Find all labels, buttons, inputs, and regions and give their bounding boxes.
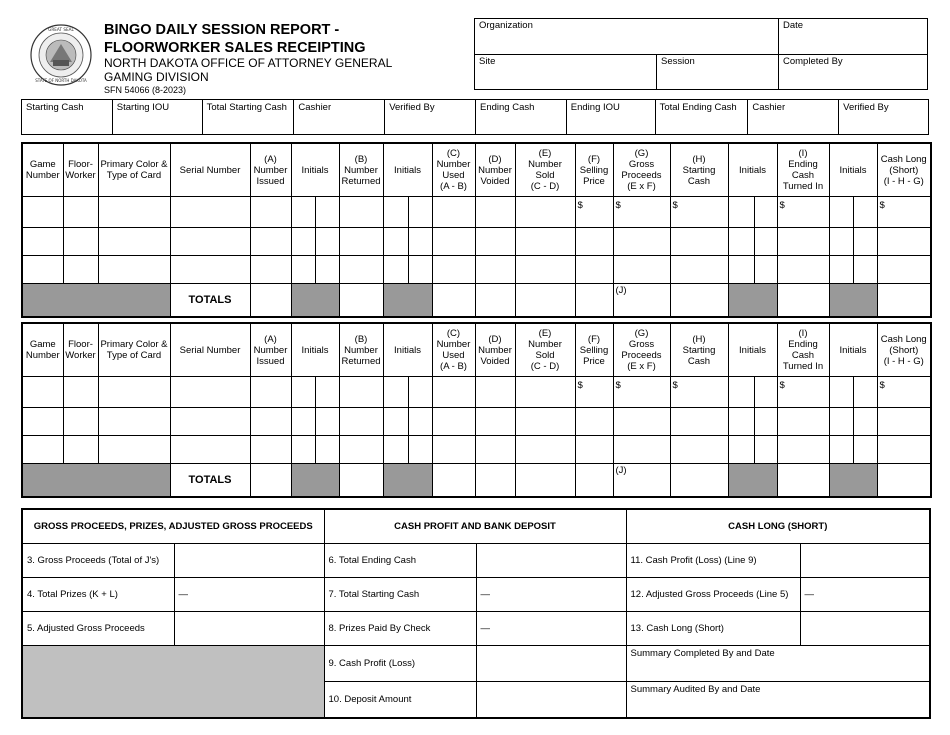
shaded-cell xyxy=(728,284,777,318)
initials-cell[interactable] xyxy=(754,436,777,464)
table-row xyxy=(22,436,931,464)
seal-bottom-text: STATE OF NORTH DAKOTA xyxy=(35,78,87,83)
ending-cash-cell[interactable] xyxy=(777,228,829,256)
initials-cell[interactable] xyxy=(853,228,877,256)
selling-price-cell[interactable] xyxy=(575,436,613,464)
total-sold-cell[interactable] xyxy=(515,464,575,498)
number-voided-cell[interactable] xyxy=(475,228,515,256)
total-price-cell[interactable] xyxy=(575,284,613,318)
game-number-cell[interactable] xyxy=(22,377,63,408)
initials-cell[interactable] xyxy=(853,436,877,464)
number-sold-cell[interactable] xyxy=(515,408,575,436)
form-number: SFN 54066 (8-2023) xyxy=(104,85,187,95)
total-prizes-input[interactable]: — xyxy=(174,578,324,612)
totals-label: TOTALS xyxy=(170,284,250,318)
initials-cell[interactable] xyxy=(315,436,339,464)
initials-cell[interactable] xyxy=(829,197,853,228)
initials-cell[interactable] xyxy=(728,436,754,464)
total-issued-cell[interactable] xyxy=(250,284,291,318)
ending-cash-cell[interactable]: $ xyxy=(777,197,829,228)
ending-cash-cell[interactable] xyxy=(777,256,829,284)
total-returned-cell[interactable] xyxy=(339,284,383,318)
game-number-cell[interactable] xyxy=(22,256,63,284)
initials-cell[interactable] xyxy=(383,408,408,436)
starting-cash-cell[interactable]: $ xyxy=(670,377,728,408)
cashier-field[interactable]: Cashier xyxy=(294,100,385,134)
number-issued-cell[interactable] xyxy=(250,228,291,256)
date-field[interactable]: Date xyxy=(783,20,804,31)
number-returned-cell[interactable] xyxy=(339,256,383,284)
shaded-cell xyxy=(22,464,170,498)
cash-long-short-header: Cash Long (Short) (I - H - G) xyxy=(877,143,931,197)
floorworker-cell[interactable] xyxy=(63,377,98,408)
cash-long-short-cell[interactable] xyxy=(877,228,931,256)
total-ending-cash-cell[interactable] xyxy=(777,464,829,498)
adjusted-gross-line5-input[interactable]: — xyxy=(800,578,930,612)
shaded-cell xyxy=(728,464,777,498)
initials-cell[interactable] xyxy=(383,256,408,284)
number-used-cell[interactable] xyxy=(432,436,475,464)
cash-profit-section-header: CASH PROFIT AND BANK DEPOSIT xyxy=(324,509,626,544)
number-sold-cell[interactable] xyxy=(515,197,575,228)
total-voided-cell[interactable] xyxy=(475,464,515,498)
serial-number-header: Serial Number xyxy=(170,143,250,197)
color-type-header: Primary Color & Type of Card xyxy=(98,143,170,197)
shaded-cell xyxy=(22,284,170,318)
number-issued-header: (A) Number Issued xyxy=(250,143,291,197)
initials-cell[interactable] xyxy=(383,228,408,256)
initials-header: Initials xyxy=(291,323,339,377)
game-number-cell[interactable] xyxy=(22,408,63,436)
total-ending-cash-cell[interactable] xyxy=(777,284,829,318)
ending-cash-header: (I) Ending Cash Turned In xyxy=(777,143,829,197)
serial-number-header: Serial Number xyxy=(170,323,250,377)
initials-cell[interactable] xyxy=(754,377,777,408)
initials-cell[interactable] xyxy=(728,197,754,228)
gross-proceeds-section-header: GROSS PROCEEDS, PRIZES, ADJUSTED GROSS PROCEEDS xyxy=(22,509,324,544)
floorworker-header: Floor- Worker xyxy=(63,143,98,197)
initials-cell[interactable] xyxy=(383,197,408,228)
shaded-cell xyxy=(829,464,877,498)
number-issued-cell[interactable] xyxy=(250,256,291,284)
starting-iou-field[interactable]: Starting IOU xyxy=(113,100,203,134)
number-used-header: (C) Number Used (A - B) xyxy=(432,143,475,197)
cash-profit-loss-input[interactable] xyxy=(476,646,626,682)
number-used-header: (C) Number Used (A - B) xyxy=(432,323,475,377)
initials-cell[interactable] xyxy=(291,436,315,464)
initials-cell[interactable] xyxy=(754,197,777,228)
divider xyxy=(475,54,927,55)
number-returned-cell[interactable] xyxy=(339,228,383,256)
state-seal-icon xyxy=(30,24,92,86)
initials-cell[interactable] xyxy=(291,228,315,256)
number-returned-cell[interactable] xyxy=(339,377,383,408)
initials-cell[interactable] xyxy=(291,256,315,284)
starting-cash-cell[interactable] xyxy=(670,228,728,256)
initials-cell[interactable] xyxy=(408,436,432,464)
initials-cell[interactable] xyxy=(829,408,853,436)
cash-profit-loss-label: 9. Cash Profit (Loss) xyxy=(324,646,476,682)
starting-cash-header: (H) Starting Cash xyxy=(670,143,728,197)
color-type-cell[interactable] xyxy=(98,377,170,408)
initials-cell[interactable] xyxy=(829,377,853,408)
prizes-paid-check-label: 8. Prizes Paid By Check xyxy=(324,612,476,646)
initials-cell[interactable] xyxy=(383,377,408,408)
shaded-cell xyxy=(291,284,339,318)
sales-table-2 xyxy=(21,322,932,498)
session-field[interactable]: Session xyxy=(661,56,695,67)
total-used-cell[interactable] xyxy=(432,464,475,498)
total-issued-cell[interactable] xyxy=(250,464,291,498)
initials-cell[interactable] xyxy=(408,408,432,436)
gross-proceeds-header: (G) Gross Proceeds (E x F) xyxy=(613,323,670,377)
initials-header: Initials xyxy=(383,323,432,377)
number-voided-header: (D) Number Voided xyxy=(475,143,515,197)
number-sold-header: (E) Number Sold (C - D) xyxy=(515,323,575,377)
starting-cash-header: (H) Starting Cash xyxy=(670,323,728,377)
cash-long-short-header: Cash Long (Short) (I - H - G) xyxy=(877,323,931,377)
shaded-cell xyxy=(383,464,432,498)
number-voided-cell[interactable] xyxy=(475,197,515,228)
ending-cash-cell[interactable]: $ xyxy=(777,377,829,408)
gross-proceeds-cell[interactable] xyxy=(613,408,670,436)
initials-cell[interactable] xyxy=(754,408,777,436)
number-returned-header: (B) Number Returned xyxy=(339,323,383,377)
selling-price-cell[interactable]: $ xyxy=(575,197,613,228)
seal-top-text: GREAT SEAL xyxy=(48,27,74,32)
number-returned-cell[interactable] xyxy=(339,408,383,436)
total-ending-cash-field[interactable]: Total Ending Cash xyxy=(656,100,749,134)
cash-long-short-cell[interactable] xyxy=(877,436,931,464)
table-row xyxy=(22,377,931,408)
number-sold-cell[interactable] xyxy=(515,377,575,408)
game-number-cell[interactable] xyxy=(22,197,63,228)
summary-table xyxy=(21,508,931,719)
cash-long-short-cell[interactable]: $ xyxy=(877,197,931,228)
ending-cash-field[interactable]: Ending Cash xyxy=(476,100,567,134)
verified-by-field[interactable]: Verified By xyxy=(385,100,476,134)
initials-cell[interactable] xyxy=(829,436,853,464)
ending-cash-cell[interactable] xyxy=(777,436,829,464)
floorworker-cell[interactable] xyxy=(63,408,98,436)
initials-cell[interactable] xyxy=(315,197,339,228)
ending-cash-cell[interactable] xyxy=(777,408,829,436)
total-cash-long-short-cell[interactable] xyxy=(877,284,931,318)
table-row xyxy=(22,256,931,284)
selling-price-header: (F) Selling Price xyxy=(575,143,613,197)
color-type-header: Primary Color & Type of Card xyxy=(98,323,170,377)
table-row xyxy=(22,197,931,228)
initials-cell[interactable] xyxy=(853,377,877,408)
totals-row xyxy=(22,284,931,318)
initials-cell[interactable] xyxy=(754,228,777,256)
serial-number-cell[interactable] xyxy=(170,436,250,464)
number-returned-header: (B) Number Returned xyxy=(339,143,383,197)
verified-by-field-2[interactable]: Verified By xyxy=(843,102,889,113)
initials-cell[interactable] xyxy=(315,228,339,256)
total-used-cell[interactable] xyxy=(432,284,475,318)
starting-cash-field[interactable]: Starting Cash xyxy=(22,100,113,134)
serial-number-cell[interactable] xyxy=(170,197,250,228)
initials-cell[interactable] xyxy=(291,408,315,436)
cash-long-short-input[interactable] xyxy=(800,612,930,646)
totals-row xyxy=(22,464,931,498)
color-type-cell[interactable] xyxy=(98,197,170,228)
adjusted-gross-line5-label: 12. Adjusted Gross Proceeds (Line 5) xyxy=(626,578,800,612)
initials-header: Initials xyxy=(383,143,432,197)
total-ending-cash-input[interactable] xyxy=(476,544,626,578)
initials-cell[interactable] xyxy=(383,436,408,464)
gross-proceeds-label: 3. Gross Proceeds (Total of J's) xyxy=(22,544,174,578)
cash-long-short-label: 13. Cash Long (Short) xyxy=(626,612,800,646)
initials-header: Initials xyxy=(728,143,777,197)
organization-field[interactable]: Organization xyxy=(479,20,533,31)
initials-header: Initials xyxy=(291,143,339,197)
number-used-cell[interactable] xyxy=(432,408,475,436)
agency-name xyxy=(104,56,392,84)
adjusted-gross-input[interactable] xyxy=(174,612,324,646)
starting-ending-cash-row xyxy=(21,99,929,135)
floorworker-cell[interactable] xyxy=(63,436,98,464)
floorworker-header: Floor- Worker xyxy=(63,323,98,377)
site-field[interactable]: Site xyxy=(479,56,496,67)
selling-price-cell[interactable] xyxy=(575,228,613,256)
initials-cell[interactable] xyxy=(853,408,877,436)
ending-iou-field[interactable]: Ending IOU xyxy=(567,100,656,134)
cash-long-short-cell[interactable] xyxy=(877,408,931,436)
initials-cell[interactable] xyxy=(853,197,877,228)
color-type-cell[interactable] xyxy=(98,408,170,436)
title-line-1: BINGO DAILY SESSION REPORT - xyxy=(104,22,340,38)
total-cash-long-short-cell[interactable] xyxy=(877,464,931,498)
floorworker-cell[interactable] xyxy=(63,256,98,284)
number-voided-cell[interactable] xyxy=(475,408,515,436)
game-number-header: Game Number xyxy=(22,143,63,197)
gross-proceeds-cell[interactable] xyxy=(613,436,670,464)
initials-cell[interactable] xyxy=(829,228,853,256)
total-sold-cell[interactable] xyxy=(515,284,575,318)
gross-proceeds-cell[interactable] xyxy=(613,228,670,256)
divider xyxy=(656,54,657,89)
total-starting-cash-input[interactable]: — xyxy=(476,578,626,612)
gross-proceeds-cell[interactable]: $ xyxy=(613,197,670,228)
cash-long-short-cell[interactable]: $ xyxy=(877,377,931,408)
number-voided-cell[interactable] xyxy=(475,256,515,284)
number-sold-cell[interactable] xyxy=(515,256,575,284)
initials-header: Initials xyxy=(829,143,877,197)
floorworker-cell[interactable] xyxy=(63,197,98,228)
initials-cell[interactable] xyxy=(728,256,754,284)
selling-price-cell[interactable]: $ xyxy=(575,377,613,408)
number-issued-cell[interactable] xyxy=(250,408,291,436)
cashier-field-2[interactable]: Cashier xyxy=(748,100,839,134)
color-type-cell[interactable] xyxy=(98,436,170,464)
prizes-paid-check-input[interactable]: — xyxy=(476,612,626,646)
serial-number-cell[interactable] xyxy=(170,377,250,408)
game-number-cell[interactable] xyxy=(22,228,63,256)
serial-number-cell[interactable] xyxy=(170,228,250,256)
total-ending-cash-label: 6. Total Ending Cash xyxy=(324,544,476,578)
totals-label: TOTALS xyxy=(170,464,250,498)
number-returned-cell[interactable] xyxy=(339,197,383,228)
initials-cell[interactable] xyxy=(408,197,432,228)
form-title xyxy=(104,21,366,57)
total-returned-cell[interactable] xyxy=(339,464,383,498)
selling-price-header: (F) Selling Price xyxy=(575,323,613,377)
total-gross-proceeds-j-cell[interactable]: (J) xyxy=(613,464,670,498)
selling-price-cell[interactable] xyxy=(575,256,613,284)
initials-cell[interactable] xyxy=(853,256,877,284)
number-issued-header: (A) Number Issued xyxy=(250,323,291,377)
starting-cash-cell[interactable] xyxy=(670,408,728,436)
sales-table-1 xyxy=(21,142,932,318)
gross-proceeds-input[interactable] xyxy=(174,544,324,578)
initials-cell[interactable] xyxy=(728,408,754,436)
initials-header: Initials xyxy=(728,323,777,377)
total-gross-proceeds-j-cell[interactable]: (J) xyxy=(613,284,670,318)
serial-number-cell[interactable] xyxy=(170,256,250,284)
table-row xyxy=(22,408,931,436)
number-sold-header: (E) Number Sold (C - D) xyxy=(515,143,575,197)
number-sold-cell[interactable] xyxy=(515,436,575,464)
initials-cell[interactable] xyxy=(291,197,315,228)
shaded-cell xyxy=(22,646,324,719)
organization-box xyxy=(474,18,928,90)
starting-cash-cell[interactable]: $ xyxy=(670,197,728,228)
number-used-cell[interactable] xyxy=(432,256,475,284)
initials-cell[interactable] xyxy=(408,228,432,256)
cash-long-short-section-header: CASH LONG (SHORT) xyxy=(626,509,930,544)
number-used-cell[interactable] xyxy=(432,377,475,408)
summary-audited-by-field[interactable]: Summary Audited By and Date xyxy=(626,682,930,719)
total-starting-cash-cell[interactable] xyxy=(670,284,728,318)
gross-proceeds-cell[interactable]: $ xyxy=(613,377,670,408)
initials-header: Initials xyxy=(829,323,877,377)
total-price-cell[interactable] xyxy=(575,464,613,498)
floorworker-cell[interactable] xyxy=(63,228,98,256)
deposit-amount-input[interactable] xyxy=(476,682,626,719)
color-type-cell[interactable] xyxy=(98,256,170,284)
number-voided-header: (D) Number Voided xyxy=(475,323,515,377)
shaded-cell xyxy=(829,284,877,318)
cash-profit-line9-input[interactable] xyxy=(800,544,930,578)
number-issued-cell[interactable] xyxy=(250,377,291,408)
gross-proceeds-header: (G) Gross Proceeds (E x F) xyxy=(613,143,670,197)
starting-cash-cell[interactable] xyxy=(670,436,728,464)
shaded-cell xyxy=(383,284,432,318)
agency-line-1: NORTH DAKOTA OFFICE OF ATTORNEY GENERAL xyxy=(104,56,393,70)
starting-cash-cell[interactable] xyxy=(670,256,728,284)
total-voided-cell[interactable] xyxy=(475,284,515,318)
serial-number-cell[interactable] xyxy=(170,408,250,436)
number-used-cell[interactable] xyxy=(432,197,475,228)
initials-cell[interactable] xyxy=(728,377,754,408)
summary-completed-by-field[interactable]: Summary Completed By and Date xyxy=(626,646,930,682)
number-sold-cell[interactable] xyxy=(515,228,575,256)
initials-cell[interactable] xyxy=(408,377,432,408)
cash-profit-line9-label: 11. Cash Profit (Loss) (Line 9) xyxy=(626,544,800,578)
title-line-2: FLOORWORKER SALES RECEIPTING xyxy=(104,40,366,56)
game-number-cell[interactable] xyxy=(22,436,63,464)
initials-cell[interactable] xyxy=(315,408,339,436)
cash-long-short-cell[interactable] xyxy=(877,256,931,284)
deposit-amount-label: 10. Deposit Amount xyxy=(324,682,476,719)
initials-cell[interactable] xyxy=(291,377,315,408)
ending-cash-header: (I) Ending Cash Turned In xyxy=(777,323,829,377)
initials-cell[interactable] xyxy=(315,377,339,408)
initials-cell[interactable] xyxy=(315,256,339,284)
selling-price-cell[interactable] xyxy=(575,408,613,436)
total-starting-cash-cell[interactable] xyxy=(670,464,728,498)
number-issued-cell[interactable] xyxy=(250,197,291,228)
number-voided-cell[interactable] xyxy=(475,377,515,408)
number-issued-cell[interactable] xyxy=(250,436,291,464)
total-starting-cash-field[interactable]: Total Starting Cash xyxy=(203,100,295,134)
initials-cell[interactable] xyxy=(754,256,777,284)
initials-cell[interactable] xyxy=(829,256,853,284)
adjusted-gross-label: 5. Adjusted Gross Proceeds xyxy=(22,612,174,646)
number-used-cell[interactable] xyxy=(432,228,475,256)
agency-line-2: GAMING DIVISION xyxy=(104,70,209,84)
game-number-header: Game Number xyxy=(22,323,63,377)
number-returned-cell[interactable] xyxy=(339,436,383,464)
total-prizes-label: 4. Total Prizes (K + L) xyxy=(22,578,174,612)
gross-proceeds-cell[interactable] xyxy=(613,256,670,284)
initials-cell[interactable] xyxy=(728,228,754,256)
initials-cell[interactable] xyxy=(408,256,432,284)
table-row xyxy=(22,228,931,256)
number-voided-cell[interactable] xyxy=(475,436,515,464)
total-starting-cash-label: 7. Total Starting Cash xyxy=(324,578,476,612)
color-type-cell[interactable] xyxy=(98,228,170,256)
completed-by-field[interactable]: Completed By xyxy=(783,56,843,67)
shaded-cell xyxy=(291,464,339,498)
